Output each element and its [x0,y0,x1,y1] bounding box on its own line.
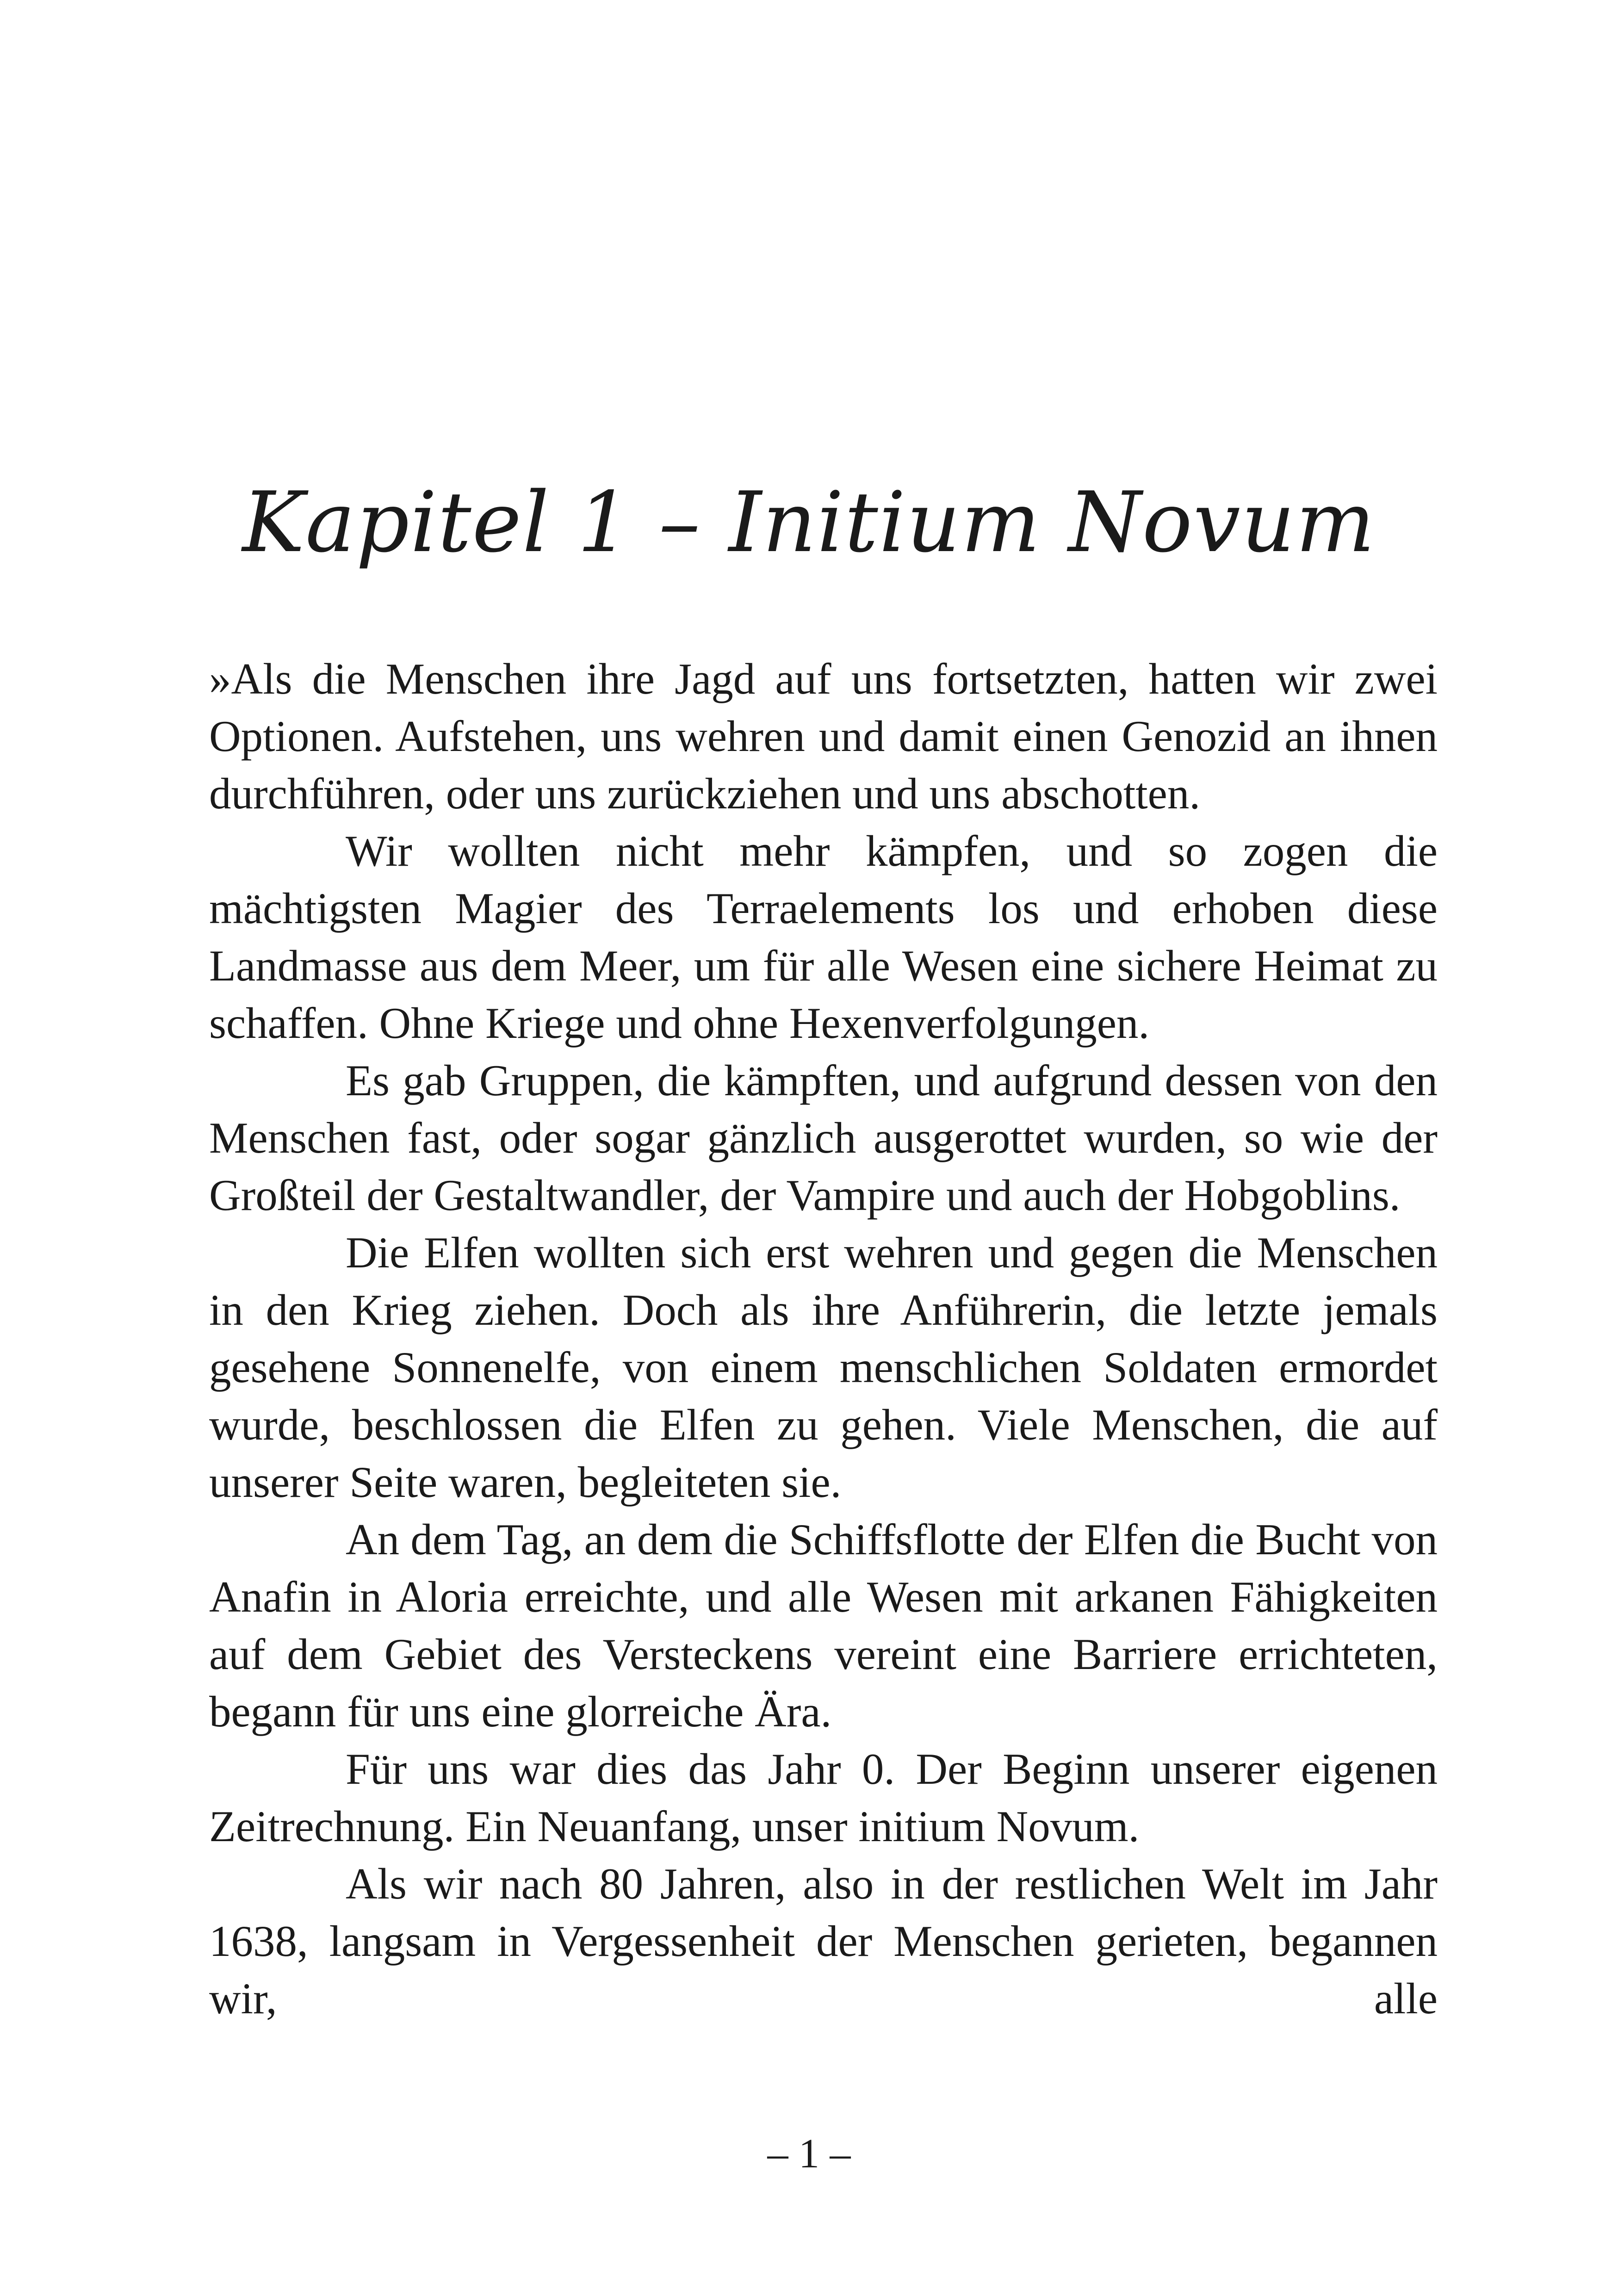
paragraph-1: »Als die Menschen ihre Jagd auf uns fortsetzten, hatten wir zwei Optionen. Aufstehen, uns wehren und damit einen Genozid an ihnen durchführen, oder uns zurückziehen und uns abschotten. [209,654,1438,818]
paragraph-7: Als wir nach 80 Jahren, also in der restlichen Welt im Jahr 1638, langsam in Vergessenheit der Menschen gerieten, begannen wir, alle [209,1859,1438,2023]
paragraph-4: Die Elfen wollten sich erst wehren und gegen die Menschen in den Krieg ziehen. Doch als ihre Anführerin, die letzte jemals gesehene Sonnenelfe, von einem menschlichen Soldaten ermordet wurde, beschlossen die Elfen zu gehen. Viele Menschen, die auf unserer Seite waren, begleiteten sie. [209,1228,1438,1507]
page-number: – 1 – [767,2131,851,2177]
paragraph-6: Für uns war dies das Jahr 0. Der Beginn unserer eigenen Zeitrechnung. Ein Neuanfang, unser initium Novum. [209,1744,1438,1851]
paragraph-5: An dem Tag, an dem die Schiffsflotte der Elfen die Bucht von Anafin in Aloria erreichte, und alle Wesen mit arkanen Fähigkeiten auf dem Gebiet des Versteckens vereint eine Barriere errichteten, begann für uns eine glorreiche Ära. [209,1515,1438,1736]
paragraph-2: Wir wollten nicht mehr kämpfen, und so zogen die mächtigsten Magier des Terraelements los und erhoben diese Landmasse aus dem Meer, um für alle Wesen eine sichere Heimat zu schaffen. Ohne Kriege und ohne Hexenverfolgungen. [209,826,1438,1048]
paragraph-3: Es gab Gruppen, die kämpften, und aufgrund dessen von den Menschen fast, oder sogar gänzlich ausgerottet wurden, so wie der Großteil der Gestaltwandler, der Vampire und auch der Hobgoblins. [209,1056,1438,1220]
chapter-title: Kapitel 1 – Initium Novum [242,474,1376,571]
chapter-body [209,650,1438,2027]
